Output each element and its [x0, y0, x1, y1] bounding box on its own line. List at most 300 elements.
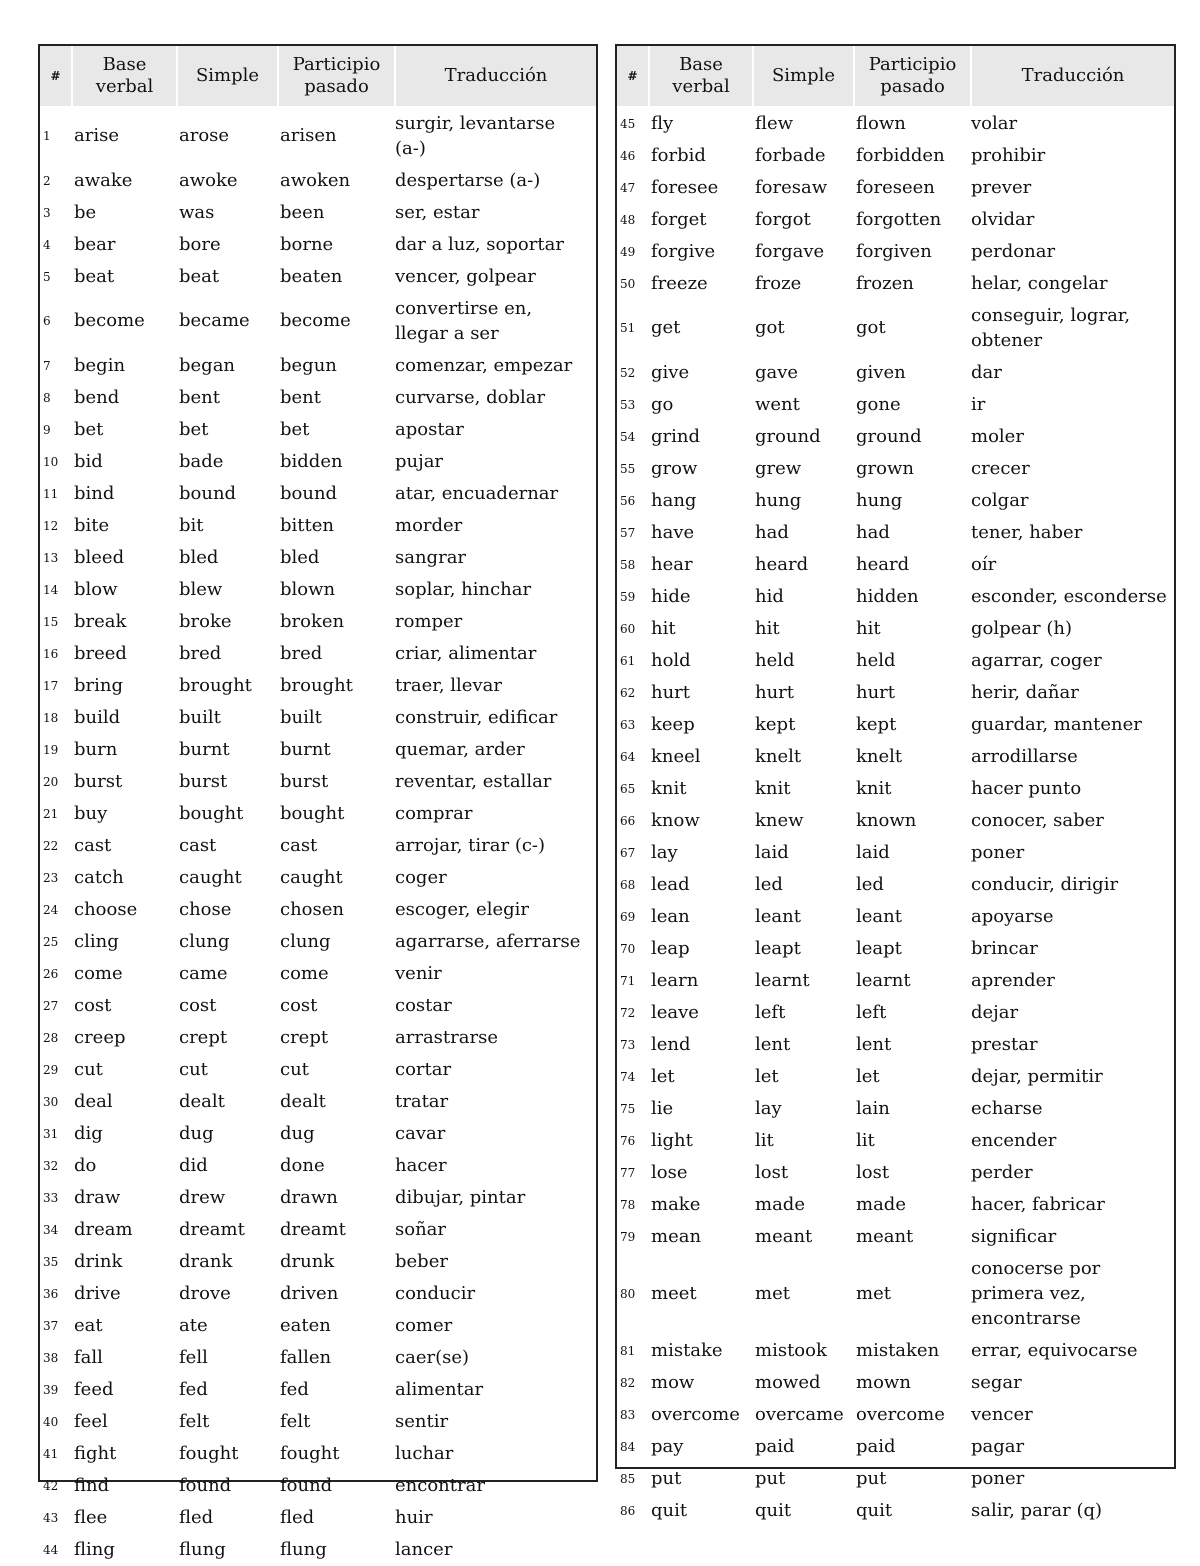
translation: prestar [971, 1034, 1038, 1055]
table-row [617, 172, 1174, 204]
past-participle: hidden [856, 585, 919, 607]
translation: encender [971, 1130, 1057, 1151]
translation: hacer [395, 1155, 447, 1176]
translation: surgir, levantarse (a-) [395, 113, 556, 159]
header-traduccion: Traducción [971, 46, 1174, 107]
table-row [617, 517, 1174, 549]
translation: helar, congelar [971, 273, 1108, 294]
translation: ir [971, 394, 986, 415]
base-verb: arise [74, 125, 119, 146]
verb-number: 21 [43, 806, 59, 821]
past-participle: forgiven [856, 240, 932, 262]
verb-number: 68 [620, 877, 636, 892]
simple-past: felt [179, 1410, 210, 1432]
simple-past: found [179, 1474, 232, 1496]
verb-number: 54 [620, 429, 636, 444]
translation: oír [971, 554, 997, 575]
simple-past: cost [179, 994, 217, 1016]
base-verb: awake [74, 169, 133, 191]
base-verb: foresee [651, 176, 719, 198]
simple-past: blew [179, 578, 223, 600]
base-verb: hurt [651, 681, 691, 703]
simple-past: bore [179, 233, 221, 255]
past-participle: known [856, 809, 917, 831]
base-verb: mean [651, 1225, 702, 1247]
past-participle: cast [280, 834, 318, 856]
translation: errar, equivocarse [971, 1340, 1138, 1361]
translation: conseguir, lograr, obtener [971, 305, 1131, 351]
translation: segar [971, 1372, 1022, 1393]
translation: pujar [395, 451, 444, 472]
past-participle: hit [856, 617, 881, 639]
simple-past: flew [755, 112, 794, 134]
translation: reventar, estallar [395, 771, 552, 792]
translation: dar a luz, soportar [395, 234, 564, 255]
simple-past: overcame [755, 1403, 844, 1425]
base-verb: bite [74, 514, 110, 536]
past-participle: clung [280, 930, 331, 952]
translation: prohibir [971, 145, 1046, 166]
table-row [617, 357, 1174, 389]
simple-past: lay [755, 1097, 782, 1119]
simple-past: cast [179, 834, 217, 856]
verb-number: 29 [43, 1062, 59, 1077]
simple-past: paid [755, 1435, 795, 1457]
simple-past: froze [755, 272, 802, 294]
verb-number: 84 [620, 1439, 636, 1454]
translation: sangrar [395, 547, 467, 568]
verb-number: 27 [43, 998, 59, 1013]
header-participio-pasado: Participio pasado [278, 46, 395, 107]
base-verb: cut [74, 1058, 103, 1080]
verb-number: 23 [43, 870, 59, 885]
translation: lancer [395, 1539, 453, 1560]
base-verb: bet [74, 418, 104, 440]
base-verb: go [651, 393, 674, 415]
base-verb: build [74, 706, 121, 728]
simple-past: drew [179, 1186, 226, 1208]
simple-past: bent [179, 386, 221, 408]
table-row [617, 421, 1174, 453]
translation: traer, llevar [395, 675, 502, 696]
verb-number: 18 [43, 710, 59, 725]
table-row [40, 1054, 596, 1086]
past-participle: ground [856, 425, 922, 447]
past-participle: begun [280, 354, 337, 376]
verb-number: 36 [43, 1286, 59, 1301]
base-verb: lead [651, 873, 690, 895]
simple-past: began [179, 354, 236, 376]
base-verb: find [74, 1474, 110, 1496]
translation: comer [395, 1315, 453, 1336]
table-row [40, 107, 596, 165]
translation: sentir [395, 1411, 449, 1432]
header-number: # [40, 46, 72, 107]
translation: volar [971, 113, 1018, 134]
base-verb: lay [651, 841, 678, 863]
table-row [40, 638, 596, 670]
base-verb: let [651, 1065, 675, 1087]
base-verb: cast [74, 834, 112, 856]
verb-number: 35 [43, 1254, 59, 1269]
simple-past: fed [179, 1378, 208, 1400]
base-verb: lie [651, 1097, 674, 1119]
past-participle: leapt [856, 937, 902, 959]
past-participle: heard [856, 553, 910, 575]
base-verb: cost [74, 994, 112, 1016]
simple-past: did [179, 1154, 208, 1176]
base-verb: put [651, 1467, 682, 1489]
base-verb: burn [74, 738, 118, 760]
verb-number: 43 [43, 1510, 59, 1525]
verb-number: 51 [620, 321, 636, 335]
translation: comprar [395, 803, 473, 824]
past-participle: lent [856, 1033, 892, 1055]
past-participle: blown [280, 578, 336, 600]
table-row [617, 1367, 1174, 1399]
verb-number: 22 [43, 838, 59, 853]
translation: crecer [971, 458, 1030, 479]
translation: romper [395, 611, 463, 632]
verb-number: 28 [43, 1030, 59, 1045]
table-row [40, 1150, 596, 1182]
base-verb: breed [74, 642, 127, 664]
past-participle: arisen [280, 125, 337, 146]
base-verb: drive [74, 1282, 121, 1304]
table-row [617, 645, 1174, 677]
past-participle: caught [280, 866, 343, 888]
verb-number: 69 [620, 909, 636, 924]
simple-past: bit [179, 514, 204, 536]
simple-past: fled [179, 1506, 214, 1528]
past-participle: come [280, 962, 329, 984]
simple-past: brought [179, 674, 252, 696]
simple-past: fell [179, 1346, 208, 1368]
verb-number: 49 [620, 244, 636, 259]
simple-past: made [755, 1193, 805, 1215]
verb-number: 52 [620, 365, 636, 380]
verb-number: 73 [620, 1037, 636, 1052]
past-participle: bled [280, 546, 320, 568]
verb-table-right [615, 44, 1176, 1521]
past-participle: driven [280, 1282, 339, 1304]
table-row [617, 1463, 1174, 1495]
translation: olvidar [971, 209, 1035, 230]
table-row [40, 1278, 596, 1310]
simple-past: crept [179, 1026, 228, 1048]
translation: agarrarse, aferrarse [395, 931, 581, 952]
table-row [617, 997, 1174, 1029]
translation: beber [395, 1251, 448, 1272]
header-simple: Simple [753, 46, 854, 107]
table-row [40, 1342, 596, 1374]
table-row [617, 1157, 1174, 1189]
simple-past: burnt [179, 738, 230, 760]
simple-past: mowed [755, 1371, 821, 1393]
verb-number: 60 [620, 621, 636, 636]
simple-past: drove [179, 1282, 231, 1304]
verb-number: 78 [620, 1197, 636, 1212]
verb-number: 76 [620, 1133, 636, 1148]
past-participle: become [280, 310, 351, 331]
verb-number: 72 [620, 1005, 636, 1020]
table-row [40, 510, 596, 542]
verb-number: 64 [620, 749, 636, 764]
past-participle: meant [856, 1225, 914, 1247]
past-participle: drunk [280, 1250, 335, 1272]
translation: comenzar, empezar [395, 355, 573, 376]
past-participle: learnt [856, 969, 911, 991]
table-row [617, 837, 1174, 869]
verb-number: 46 [620, 148, 636, 163]
base-verb: hide [651, 585, 691, 607]
past-participle: held [856, 649, 896, 671]
verb-number: 70 [620, 941, 636, 956]
translation: perdonar [971, 241, 1056, 262]
simple-past: chose [179, 898, 232, 920]
verb-number: 38 [43, 1350, 59, 1365]
base-verb: make [651, 1193, 701, 1215]
verb-number: 1 [43, 129, 51, 143]
verb-number: 9 [43, 422, 51, 437]
table-row [40, 542, 596, 574]
verb-number: 12 [43, 518, 59, 533]
table-row [40, 1118, 596, 1150]
table-row [617, 741, 1174, 773]
past-participle: chosen [280, 898, 344, 920]
header-traduccion: Traducción [395, 46, 596, 107]
translation: perder [971, 1162, 1033, 1183]
base-verb: fight [74, 1442, 117, 1464]
past-participle: beaten [280, 265, 343, 287]
simple-past: hung [755, 489, 802, 511]
translation: conocer, saber [971, 810, 1104, 831]
past-participle: forbidden [856, 144, 945, 166]
verb-number: 25 [43, 934, 59, 949]
table-row [40, 478, 596, 510]
base-verb: meet [651, 1282, 697, 1304]
past-participle: paid [856, 1435, 896, 1457]
base-verb: have [651, 521, 695, 543]
translation: echarse [971, 1098, 1043, 1119]
base-verb: grind [651, 425, 700, 447]
past-participle: broken [280, 610, 345, 632]
simple-past: drank [179, 1250, 233, 1272]
translation: moler [971, 426, 1024, 447]
header-base-verbal: Base verbal [649, 46, 753, 107]
table-row [40, 1374, 596, 1406]
simple-past: dealt [179, 1090, 225, 1112]
table-row [617, 1093, 1174, 1125]
table-row [40, 414, 596, 446]
table-row [617, 1431, 1174, 1463]
translation: morder [395, 515, 463, 536]
simple-past: broke [179, 610, 232, 632]
translation: prever [971, 177, 1032, 198]
translation: poner [971, 842, 1025, 863]
past-participle: bought [280, 802, 345, 824]
simple-past: was [179, 201, 215, 223]
simple-past: left [755, 1001, 786, 1023]
verb-number: 11 [43, 486, 59, 501]
translation: golpear (h) [971, 618, 1072, 639]
table-row [40, 862, 596, 894]
verb-number: 47 [620, 180, 636, 195]
translation: convertirse en, llegar a ser [395, 298, 533, 344]
header-simple: Simple [177, 46, 278, 107]
translation: soñar [395, 1219, 447, 1240]
verb-number: 6 [43, 314, 51, 328]
base-verb: cling [74, 930, 119, 952]
past-participle: cost [280, 994, 318, 1016]
table-row [617, 1253, 1174, 1335]
translation: escoger, elegir [395, 899, 529, 920]
base-verb: begin [74, 354, 126, 376]
table-row [40, 990, 596, 1022]
table-row [617, 965, 1174, 997]
base-verb: come [74, 962, 123, 984]
past-participle: felt [280, 1410, 311, 1432]
translation: colgar [971, 490, 1029, 511]
simple-past: knelt [755, 745, 802, 767]
simple-past: knit [755, 777, 791, 799]
table-row [617, 933, 1174, 965]
past-participle: bidden [280, 450, 343, 472]
verb-number: 10 [43, 454, 59, 469]
table-row [40, 702, 596, 734]
past-participle: forgotten [856, 208, 942, 230]
translation: luchar [395, 1443, 454, 1464]
verb-number: 2 [43, 173, 51, 188]
base-verb: dig [74, 1122, 103, 1144]
simple-past: held [755, 649, 795, 671]
table-row [40, 382, 596, 414]
translation: huir [395, 1507, 433, 1528]
simple-past: quit [755, 1499, 792, 1521]
translation: soplar, hinchar [395, 579, 532, 600]
base-verb: mistake [651, 1339, 723, 1361]
verb-number: 65 [620, 781, 636, 796]
translation: hacer punto [971, 778, 1082, 799]
translation: dejar [971, 1002, 1019, 1023]
past-participle: bent [280, 386, 322, 408]
verb-number: 39 [43, 1382, 59, 1397]
simple-past: kept [755, 713, 796, 735]
verb-number: 13 [43, 550, 59, 565]
table-row [40, 229, 596, 261]
verb-number: 83 [620, 1407, 636, 1422]
table-row [40, 1310, 596, 1342]
table-row [617, 268, 1174, 300]
simple-past: lit [755, 1129, 774, 1151]
translation: vencer [971, 1404, 1033, 1425]
verb-number: 81 [620, 1343, 636, 1358]
simple-past: caught [179, 866, 242, 888]
past-participle: left [856, 1001, 887, 1023]
simple-past: arose [179, 125, 230, 146]
simple-past: heard [755, 553, 809, 575]
simple-past: went [755, 393, 800, 415]
simple-past: met [755, 1282, 790, 1304]
translation: despertarse (a-) [395, 170, 541, 191]
simple-past: bled [179, 546, 219, 568]
simple-past: let [755, 1065, 779, 1087]
header-row [40, 46, 596, 107]
simple-past: led [755, 873, 783, 895]
verb-number: 61 [620, 653, 636, 668]
table-row [40, 446, 596, 478]
translation: quemar, arder [395, 739, 525, 760]
verb-number: 63 [620, 717, 636, 732]
base-verb: learn [651, 969, 699, 991]
past-participle: foreseen [856, 176, 935, 198]
simple-past: ate [179, 1314, 208, 1336]
past-participle: lain [856, 1097, 890, 1119]
verb-number: 5 [43, 269, 51, 284]
past-participle: gone [856, 393, 901, 415]
base-verb: quit [651, 1499, 688, 1521]
past-participle: burnt [280, 738, 331, 760]
past-participle: eaten [280, 1314, 331, 1336]
simple-past: awoke [179, 169, 238, 191]
past-participle: bet [280, 418, 310, 440]
table-row [40, 197, 596, 229]
header-participio-pasado: Participio pasado [854, 46, 971, 107]
verb-number: 24 [43, 902, 59, 917]
table-row [617, 204, 1174, 236]
base-verb: give [651, 361, 690, 383]
past-participle: given [856, 361, 906, 383]
base-verb: forget [651, 208, 707, 230]
verb-number: 41 [43, 1446, 59, 1461]
past-participle: dug [280, 1122, 315, 1144]
translation: dibujar, pintar [395, 1187, 526, 1208]
base-verb: blow [74, 578, 118, 600]
base-verb: catch [74, 866, 124, 888]
table-row [40, 798, 596, 830]
simple-past: came [179, 962, 228, 984]
verb-number: 53 [620, 397, 636, 412]
translation: arrojar, tirar (c-) [395, 835, 546, 856]
translation: dejar, permitir [971, 1066, 1103, 1087]
table-row [617, 485, 1174, 517]
table-row [617, 901, 1174, 933]
base-verb: keep [651, 713, 695, 735]
base-verb: hear [651, 553, 693, 575]
table-row [617, 389, 1174, 421]
verb-number: 48 [620, 212, 636, 227]
verb-number: 16 [43, 646, 59, 661]
table-row [40, 958, 596, 990]
translation: dar [971, 362, 1002, 383]
table-row [40, 1470, 596, 1502]
verb-number: 77 [620, 1165, 636, 1180]
past-participle: bound [280, 482, 338, 504]
table-row [617, 709, 1174, 741]
verb-number: 85 [620, 1471, 636, 1486]
simple-past: learnt [755, 969, 810, 991]
table-row [40, 606, 596, 638]
verb-number: 8 [43, 390, 51, 405]
translation: apostar [395, 419, 464, 440]
past-participle: awoken [280, 169, 351, 191]
table-row [617, 805, 1174, 837]
translation: brincar [971, 938, 1038, 959]
translation: tratar [395, 1091, 449, 1112]
simple-past: got [755, 317, 785, 338]
base-verb: pay [651, 1435, 684, 1457]
past-participle: been [280, 201, 325, 223]
